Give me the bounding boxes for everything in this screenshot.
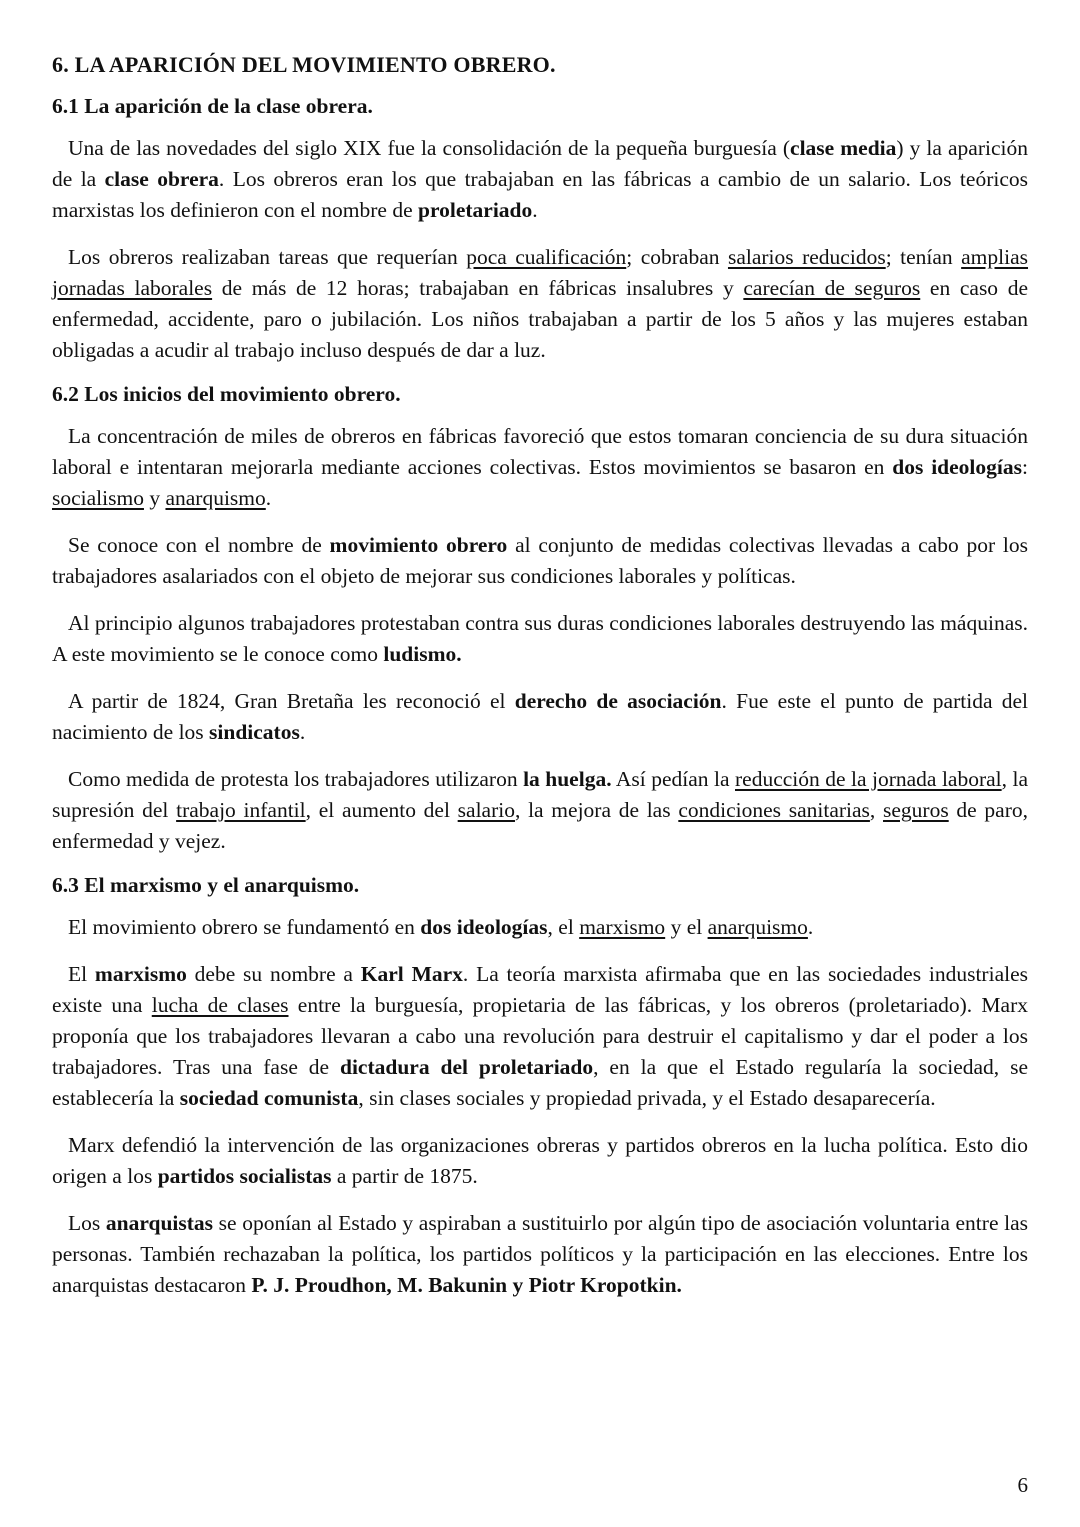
text-run: Al principio algunos trabajadores protestaban contra sus duras condiciones laborales destruyendo las máquinas. A este movimiento se le conoce como <box>52 611 1028 666</box>
bold-text: la huelga. <box>523 767 612 791</box>
underlined-text: anarquismo <box>707 915 808 939</box>
bold-text: partidos socialistas <box>157 1164 332 1188</box>
paragraph <box>52 133 1028 226</box>
text-run: Se conoce con el nombre de <box>68 533 330 557</box>
text-run: Una de las novedades del siglo XIX fue la consolidación de la pequeña burguesía ( <box>68 136 791 160</box>
underlined-text: salario <box>457 798 515 822</box>
text-run: se oponían al Estado y aspiraban a sustituirlo por algún tipo de asociación voluntaria entre las personas. También rechazaban la política, los partidos políticos y la participación en las elecciones. Entre los anarquistas destacaron <box>52 1211 1029 1297</box>
bold-text: dos ideologías <box>420 915 548 939</box>
bold-text: clase obrera <box>104 167 219 191</box>
paragraph <box>52 959 1028 1114</box>
text-run: ; tenían <box>885 245 962 269</box>
bold-text: sindicatos <box>209 720 300 744</box>
text-run: , <box>869 798 884 822</box>
text-run: al conjunto de medidas colectivas llevadas a cabo por los trabajadores asalariados con el objeto de mejorar sus condiciones laborales y políticas. <box>52 533 1029 588</box>
document-title: 6. LA APARICIÓN DEL MOVIMIENTO OBRERO. <box>52 52 556 77</box>
text-run: en caso de enfermedad, accidente, paro o jubilación. Los niños trabajaban a partir de los 5 años y las mujeres estaban obligadas a acudir al trabajo incluso después de dar a luz. <box>52 276 1029 362</box>
section-heading: 6.2 Los inicios del movimiento obrero. <box>52 382 401 406</box>
bold-text: derecho de asociación <box>514 689 722 713</box>
text-run: . <box>532 198 538 222</box>
text-run: El <box>68 962 95 986</box>
text-run: Los <box>68 1211 106 1235</box>
text-run: . <box>299 720 306 744</box>
bold-text: movimiento obrero <box>329 533 508 557</box>
underlined-text: anarquismo <box>165 486 266 510</box>
bold-text: anarquistas <box>105 1211 214 1235</box>
bold-text: ludismo. <box>383 642 462 666</box>
text-run: de más de 12 horas; trabajaban en fábricas insalubres y <box>212 276 744 300</box>
underlined-text: marxismo <box>579 915 666 939</box>
text-run: : <box>1022 455 1028 479</box>
text-run: . Los obreros eran los que trabajaban en las fábricas a cambio de un salario. Los teóricos marxistas los definieron con el nombre de <box>52 167 1028 222</box>
text-run: debe su nombre a <box>186 962 361 986</box>
text-run: . Fue este el punto de partida del nacimiento de los <box>52 689 1029 744</box>
paragraph <box>52 1208 1028 1301</box>
bold-text: marxismo <box>94 962 187 986</box>
text-run: a partir de 1875. <box>331 1164 478 1188</box>
paragraph <box>52 608 1028 670</box>
text-run: Los obreros realizaban tareas que requerían <box>68 245 467 269</box>
bold-text: sociedad comunista <box>179 1086 359 1110</box>
paragraph <box>52 764 1028 857</box>
document-body <box>52 94 1028 1301</box>
text-run: Marx defendió la intervención de las organizaciones obreras y partidos obreros en la lucha política. Esto dio origen a los <box>52 1133 1028 1188</box>
bold-text: dos ideologías <box>892 455 1022 479</box>
bold-text: P. J. Proudhon, M. Bakunin y Piotr Kropotkin. <box>251 1273 682 1297</box>
paragraph <box>52 530 1028 592</box>
underlined-text: reducción de la jornada laboral <box>735 767 1002 791</box>
text-run: . <box>265 486 272 510</box>
section-heading: 6.3 El marxismo y el anarquismo. <box>52 873 360 897</box>
text-run: A partir de 1824, Gran Bretaña les reconoció el <box>68 689 515 713</box>
bold-text: clase media <box>790 136 897 160</box>
underlined-text: amplias jornadas laborales <box>52 245 1029 300</box>
text-run: . <box>807 915 814 939</box>
underlined-text: salarios reducidos <box>727 245 886 269</box>
paragraph <box>52 242 1028 366</box>
paragraph <box>52 1130 1028 1192</box>
text-run: . La teoría marxista afirmaba que en las sociedades industriales existe una <box>52 962 1028 1017</box>
text-run: , el aumento del <box>305 798 458 822</box>
text-run: , sin clases sociales y propiedad privada, y el Estado desaparecería. <box>358 1086 936 1110</box>
text-run: y <box>143 486 166 510</box>
bold-text: proletariado <box>418 198 533 222</box>
text-run: Así pedían la <box>611 767 735 791</box>
text-run: , la mejora de las <box>514 798 679 822</box>
text-run: La concentración de miles de obreros en fábricas favoreció que estos tomaran conciencia de su dura situación laboral e intentaran mejorarla mediante acciones colectivas. Estos movimientos se basaron en <box>52 424 1028 479</box>
document-page <box>52 52 1028 1317</box>
underlined-text: carecían de seguros <box>743 276 921 300</box>
underlined-text: trabajo infantil <box>176 798 306 822</box>
paragraph <box>52 912 1028 943</box>
underlined-text: socialismo <box>52 486 144 510</box>
bold-text: dictadura del proletariado <box>339 1055 594 1079</box>
text-run: entre la burguesía, propietaria de las fábricas, y los obreros (proletariado). Marx proponía que los trabajadores llevaran a cabo una revolución para destruir el capitalismo y dar el poder a los trabajadores. Tras una fase de <box>52 993 1029 1079</box>
bold-text: Karl Marx <box>360 962 463 986</box>
paragraph <box>52 686 1028 748</box>
text-run: ) y la aparición de la <box>52 136 1028 191</box>
underlined-text: seguros <box>883 798 949 822</box>
text-run: , en la que el Estado regularía la sociedad, se establecería la <box>52 1055 1028 1110</box>
text-run: ; cobraban <box>626 245 728 269</box>
underlined-text: lucha de clases <box>151 993 289 1017</box>
page-number: 6 <box>1017 1473 1028 1497</box>
text-run: Como medida de protesta los trabajadores utilizaron <box>68 767 524 791</box>
text-run: , la supresión del <box>52 767 1029 822</box>
section-heading: 6.1 La aparición de la clase obrera. <box>52 94 373 118</box>
underlined-text: condiciones sanitarias <box>678 798 870 822</box>
text-run: y el <box>665 915 708 939</box>
text-run: de paro, enfermedad y vejez. <box>52 798 1028 853</box>
text-run: , el <box>547 915 580 939</box>
paragraph <box>52 421 1028 514</box>
underlined-text: poca cualificación <box>466 245 627 269</box>
text-run: El movimiento obrero se fundamentó en <box>68 915 421 939</box>
